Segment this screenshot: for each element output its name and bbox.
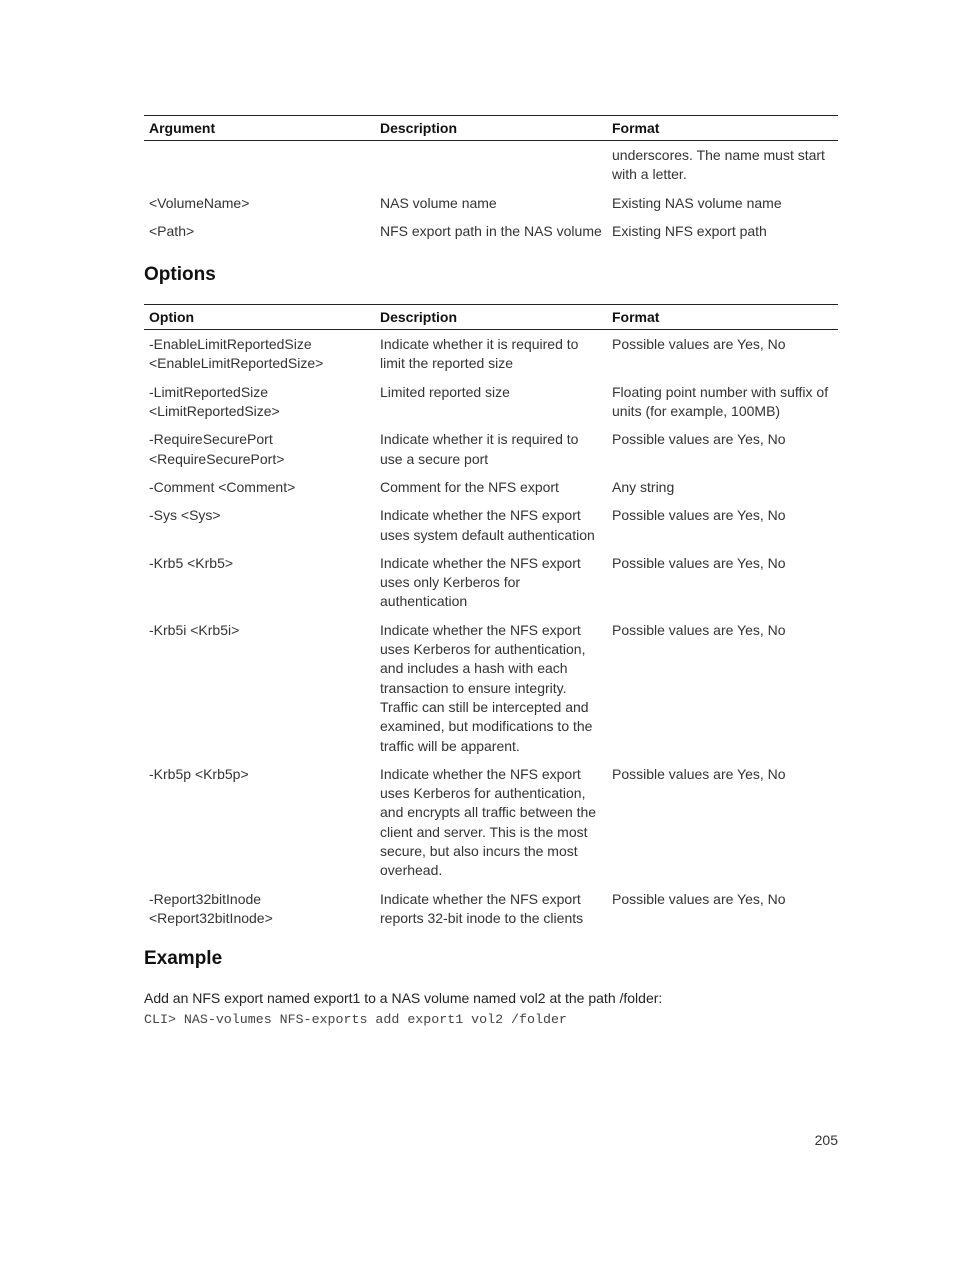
- table-row: [144, 474, 838, 502]
- description-cell: Indicate whether the NFS export uses only Kerberos for authentication: [380, 554, 581, 610]
- format-cell: Existing NAS volume name: [612, 194, 782, 211]
- format-cell: Existing NFS export path: [612, 222, 767, 239]
- option-cell: -Sys <Sys>: [149, 507, 221, 524]
- argument-cell: <Path>: [149, 222, 195, 239]
- example-heading: Example: [144, 948, 223, 970]
- arguments-header-row: [144, 116, 838, 141]
- table-row: [144, 550, 838, 617]
- page-number: 205: [814, 1132, 838, 1148]
- table-row: [144, 330, 838, 379]
- column-header-option: Option: [144, 305, 375, 330]
- example-code: CLI> NAS-volumes NFS-exports add export1 vol2 /folder: [144, 1012, 567, 1028]
- example-description: Add an NFS export named export1 to a NAS volume named vol2 at the path /folder:: [144, 990, 663, 1007]
- option-cell: -EnableLimitReportedSize <EnableLimitReportedSize>: [149, 336, 324, 372]
- description-cell: Indicate whether the NFS export uses Kerberos for authentication, and encrypts all traffic between the client and server. This is the most secure, but also incurs the most overhead.: [380, 765, 597, 879]
- description-cell: Indicate whether the NFS export uses system default authentication: [380, 507, 595, 543]
- table-row: [144, 426, 838, 474]
- description-cell: Comment for the NFS export: [380, 478, 559, 495]
- format-cell: Possible values are Yes, No: [612, 765, 786, 782]
- description-cell: NAS volume name: [380, 194, 497, 211]
- format-cell: Possible values are Yes, No: [612, 621, 786, 638]
- argument-cell: [144, 141, 375, 190]
- option-cell: -Krb5 <Krb5>: [149, 554, 234, 571]
- format-cell: Possible values are Yes, No: [612, 336, 786, 353]
- format-cell: Possible values are Yes, No: [612, 507, 786, 524]
- table-row: [144, 761, 838, 886]
- description-cell: [375, 141, 607, 190]
- format-cell: underscores. The name must start with a letter.: [612, 147, 825, 183]
- format-cell: Possible values are Yes, No: [612, 554, 786, 571]
- description-cell: Limited reported size: [380, 383, 510, 400]
- options-header-row: [144, 305, 838, 330]
- description-cell: Indicate whether the NFS export reports 32-bit inode to the clients: [380, 890, 584, 926]
- description-cell: Indicate whether it is required to limit the reported size: [380, 336, 579, 372]
- column-header-argument: Argument: [144, 116, 375, 141]
- option-cell: -Krb5p <Krb5p>: [149, 765, 249, 782]
- description-cell: Indicate whether the NFS export uses Kerberos for authentication, and includes a hash with each transaction to ensure integrity. Traffic can still be intercepted and examined, but modifications to the traffic will be apparent.: [380, 621, 593, 754]
- table-row: [144, 190, 838, 218]
- column-header-format: Format: [607, 305, 838, 330]
- table-row: [144, 886, 838, 934]
- format-cell: Floating point number with suffix of units (for example, 100MB): [612, 383, 829, 420]
- arguments-table: [144, 115, 838, 246]
- column-header-format: Format: [607, 116, 838, 141]
- option-cell: -LimitReportedSize <LimitReportedSize>: [149, 383, 280, 420]
- option-cell: -Comment <Comment>: [149, 478, 296, 495]
- description-cell: Indicate whether it is required to use a secure port: [380, 431, 579, 467]
- option-cell: -Report32bitInode <Report32bitInode>: [149, 890, 273, 926]
- column-header-description: Description: [375, 305, 607, 330]
- options-heading: Options: [144, 264, 216, 286]
- table-row: [144, 379, 838, 427]
- page-content: [144, 115, 838, 1027]
- table-row: [144, 502, 838, 550]
- table-row: [144, 141, 838, 190]
- description-cell: NFS export path in the NAS volume: [380, 222, 602, 239]
- format-cell: Any string: [612, 478, 675, 495]
- column-header-description: Description: [375, 116, 607, 141]
- options-table: [144, 304, 838, 933]
- table-row: [144, 617, 838, 761]
- option-cell: -Krb5i <Krb5i>: [149, 621, 240, 638]
- argument-cell: <VolumeName>: [149, 194, 250, 211]
- format-cell: Possible values are Yes, No: [612, 890, 786, 907]
- table-row: [144, 218, 838, 246]
- format-cell: Possible values are Yes, No: [612, 431, 786, 448]
- option-cell: -RequireSecurePort <RequireSecurePort>: [149, 431, 285, 467]
